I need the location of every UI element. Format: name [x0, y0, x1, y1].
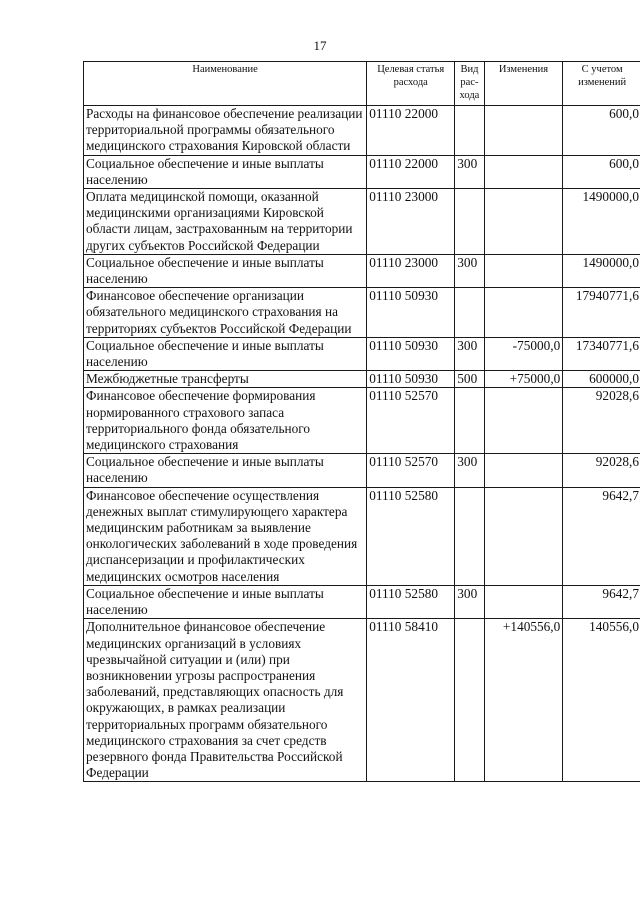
row-change: [484, 454, 563, 487]
table-row: [84, 288, 640, 338]
header-name: Наименование: [84, 62, 367, 106]
budget-table: [83, 61, 640, 782]
row-type: 300: [455, 155, 484, 188]
row-name: Социальное обеспечение и иные выплаты населению: [84, 254, 367, 287]
row-change: [484, 388, 563, 454]
header-type: Вид рас-хода: [455, 62, 484, 106]
table-row: [84, 155, 640, 188]
row-total: 600,0: [563, 106, 640, 156]
row-code: 01110 50930: [367, 337, 455, 370]
row-change: -75000,0: [484, 337, 563, 370]
row-change: +140556,0: [484, 619, 563, 782]
row-total: 9642,7: [563, 487, 640, 585]
row-code: 01110 23000: [367, 189, 455, 255]
row-code: 01110 22000: [367, 155, 455, 188]
page-number: 17: [313, 38, 327, 53]
row-change: [484, 106, 563, 156]
table-row: [84, 106, 640, 156]
row-code: 01110 52570: [367, 454, 455, 487]
row-type: [455, 106, 484, 156]
row-name: Финансовое обеспечение организации обязательного медицинского страхования на территориях субъектов Российской Федерации: [84, 288, 367, 338]
row-total: 9642,7: [563, 585, 640, 618]
row-change: [484, 189, 563, 255]
row-change: [484, 487, 563, 585]
row-total: 92028,6: [563, 388, 640, 454]
row-total: 140556,0: [563, 619, 640, 782]
row-type: [455, 189, 484, 255]
row-type: [455, 619, 484, 782]
table-row: [84, 371, 640, 388]
row-total: 600000,0: [563, 371, 640, 388]
row-change: [484, 155, 563, 188]
row-name: Дополнительное финансовое обеспечение медицинских организаций в условиях чрезвычайной ситуации и (или) при возникновении угрозы распространения заболеваний, представляющих опасность для окружающих, в рамках реализации территориальных программ обязательного медицинского страхования за счет средств резервного фонда Правительства Российской Федерации: [84, 619, 367, 782]
row-type: [455, 487, 484, 585]
row-total: 1490000,0: [563, 189, 640, 255]
row-type: 300: [455, 254, 484, 287]
row-total: 17940771,6: [563, 288, 640, 338]
row-name: Оплата медицинской помощи, оказанной медицинскими организациями Кировской области лицам, застрахованным на территории других субъектов Российской Федерации: [84, 189, 367, 255]
row-total: 92028,6: [563, 454, 640, 487]
row-code: 01110 58410: [367, 619, 455, 782]
row-type: 300: [455, 454, 484, 487]
row-name: Социальное обеспечение и иные выплаты населению: [84, 155, 367, 188]
row-code: 01110 52580: [367, 487, 455, 585]
row-change: [484, 288, 563, 338]
table-row: [84, 487, 640, 585]
row-code: 01110 50930: [367, 371, 455, 388]
row-name: Финансовое обеспечение осуществления денежных выплат стимулирующего характера медицинским работникам за выявление онкологических заболеваний в ходе проведения диспансеризации и профилактических медицинских осмотров населения: [84, 487, 367, 585]
row-name: Финансовое обеспечение формирования нормированного страхового запаса территориального фонда обязательного медицинского страхования: [84, 388, 367, 454]
row-code: 01110 50930: [367, 288, 455, 338]
row-type: [455, 288, 484, 338]
table-row: [84, 254, 640, 287]
row-code: 01110 23000: [367, 254, 455, 287]
table-row: [84, 454, 640, 487]
header-code: Целевая статья расхода: [367, 62, 455, 106]
row-name: Межбюджетные трансферты: [84, 371, 367, 388]
row-total: 17340771,6: [563, 337, 640, 370]
row-total: 600,0: [563, 155, 640, 188]
table-row: [84, 585, 640, 618]
row-type: [455, 388, 484, 454]
table-row: [84, 619, 640, 782]
row-type: 500: [455, 371, 484, 388]
row-name: Социальное обеспечение и иные выплаты населению: [84, 337, 367, 370]
row-total: 1490000,0: [563, 254, 640, 287]
row-change: [484, 585, 563, 618]
table-row: [84, 337, 640, 370]
row-code: 01110 22000: [367, 106, 455, 156]
row-name: Расходы на финансовое обеспечение реализации территориальной программы обязательного медицинского страхования Кировской области: [84, 106, 367, 156]
header-change: Изменения: [484, 62, 563, 106]
row-name: Социальное обеспечение и иные выплаты населению: [84, 585, 367, 618]
row-code: 01110 52570: [367, 388, 455, 454]
row-name: Социальное обеспечение и иные выплаты населению: [84, 454, 367, 487]
row-change: [484, 254, 563, 287]
row-type: 300: [455, 585, 484, 618]
table-header-row: [84, 62, 640, 106]
header-total: С учетом изменений: [563, 62, 640, 106]
row-change: +75000,0: [484, 371, 563, 388]
table-row: [84, 189, 640, 255]
row-type: 300: [455, 337, 484, 370]
row-code: 01110 52580: [367, 585, 455, 618]
table-row: [84, 388, 640, 454]
